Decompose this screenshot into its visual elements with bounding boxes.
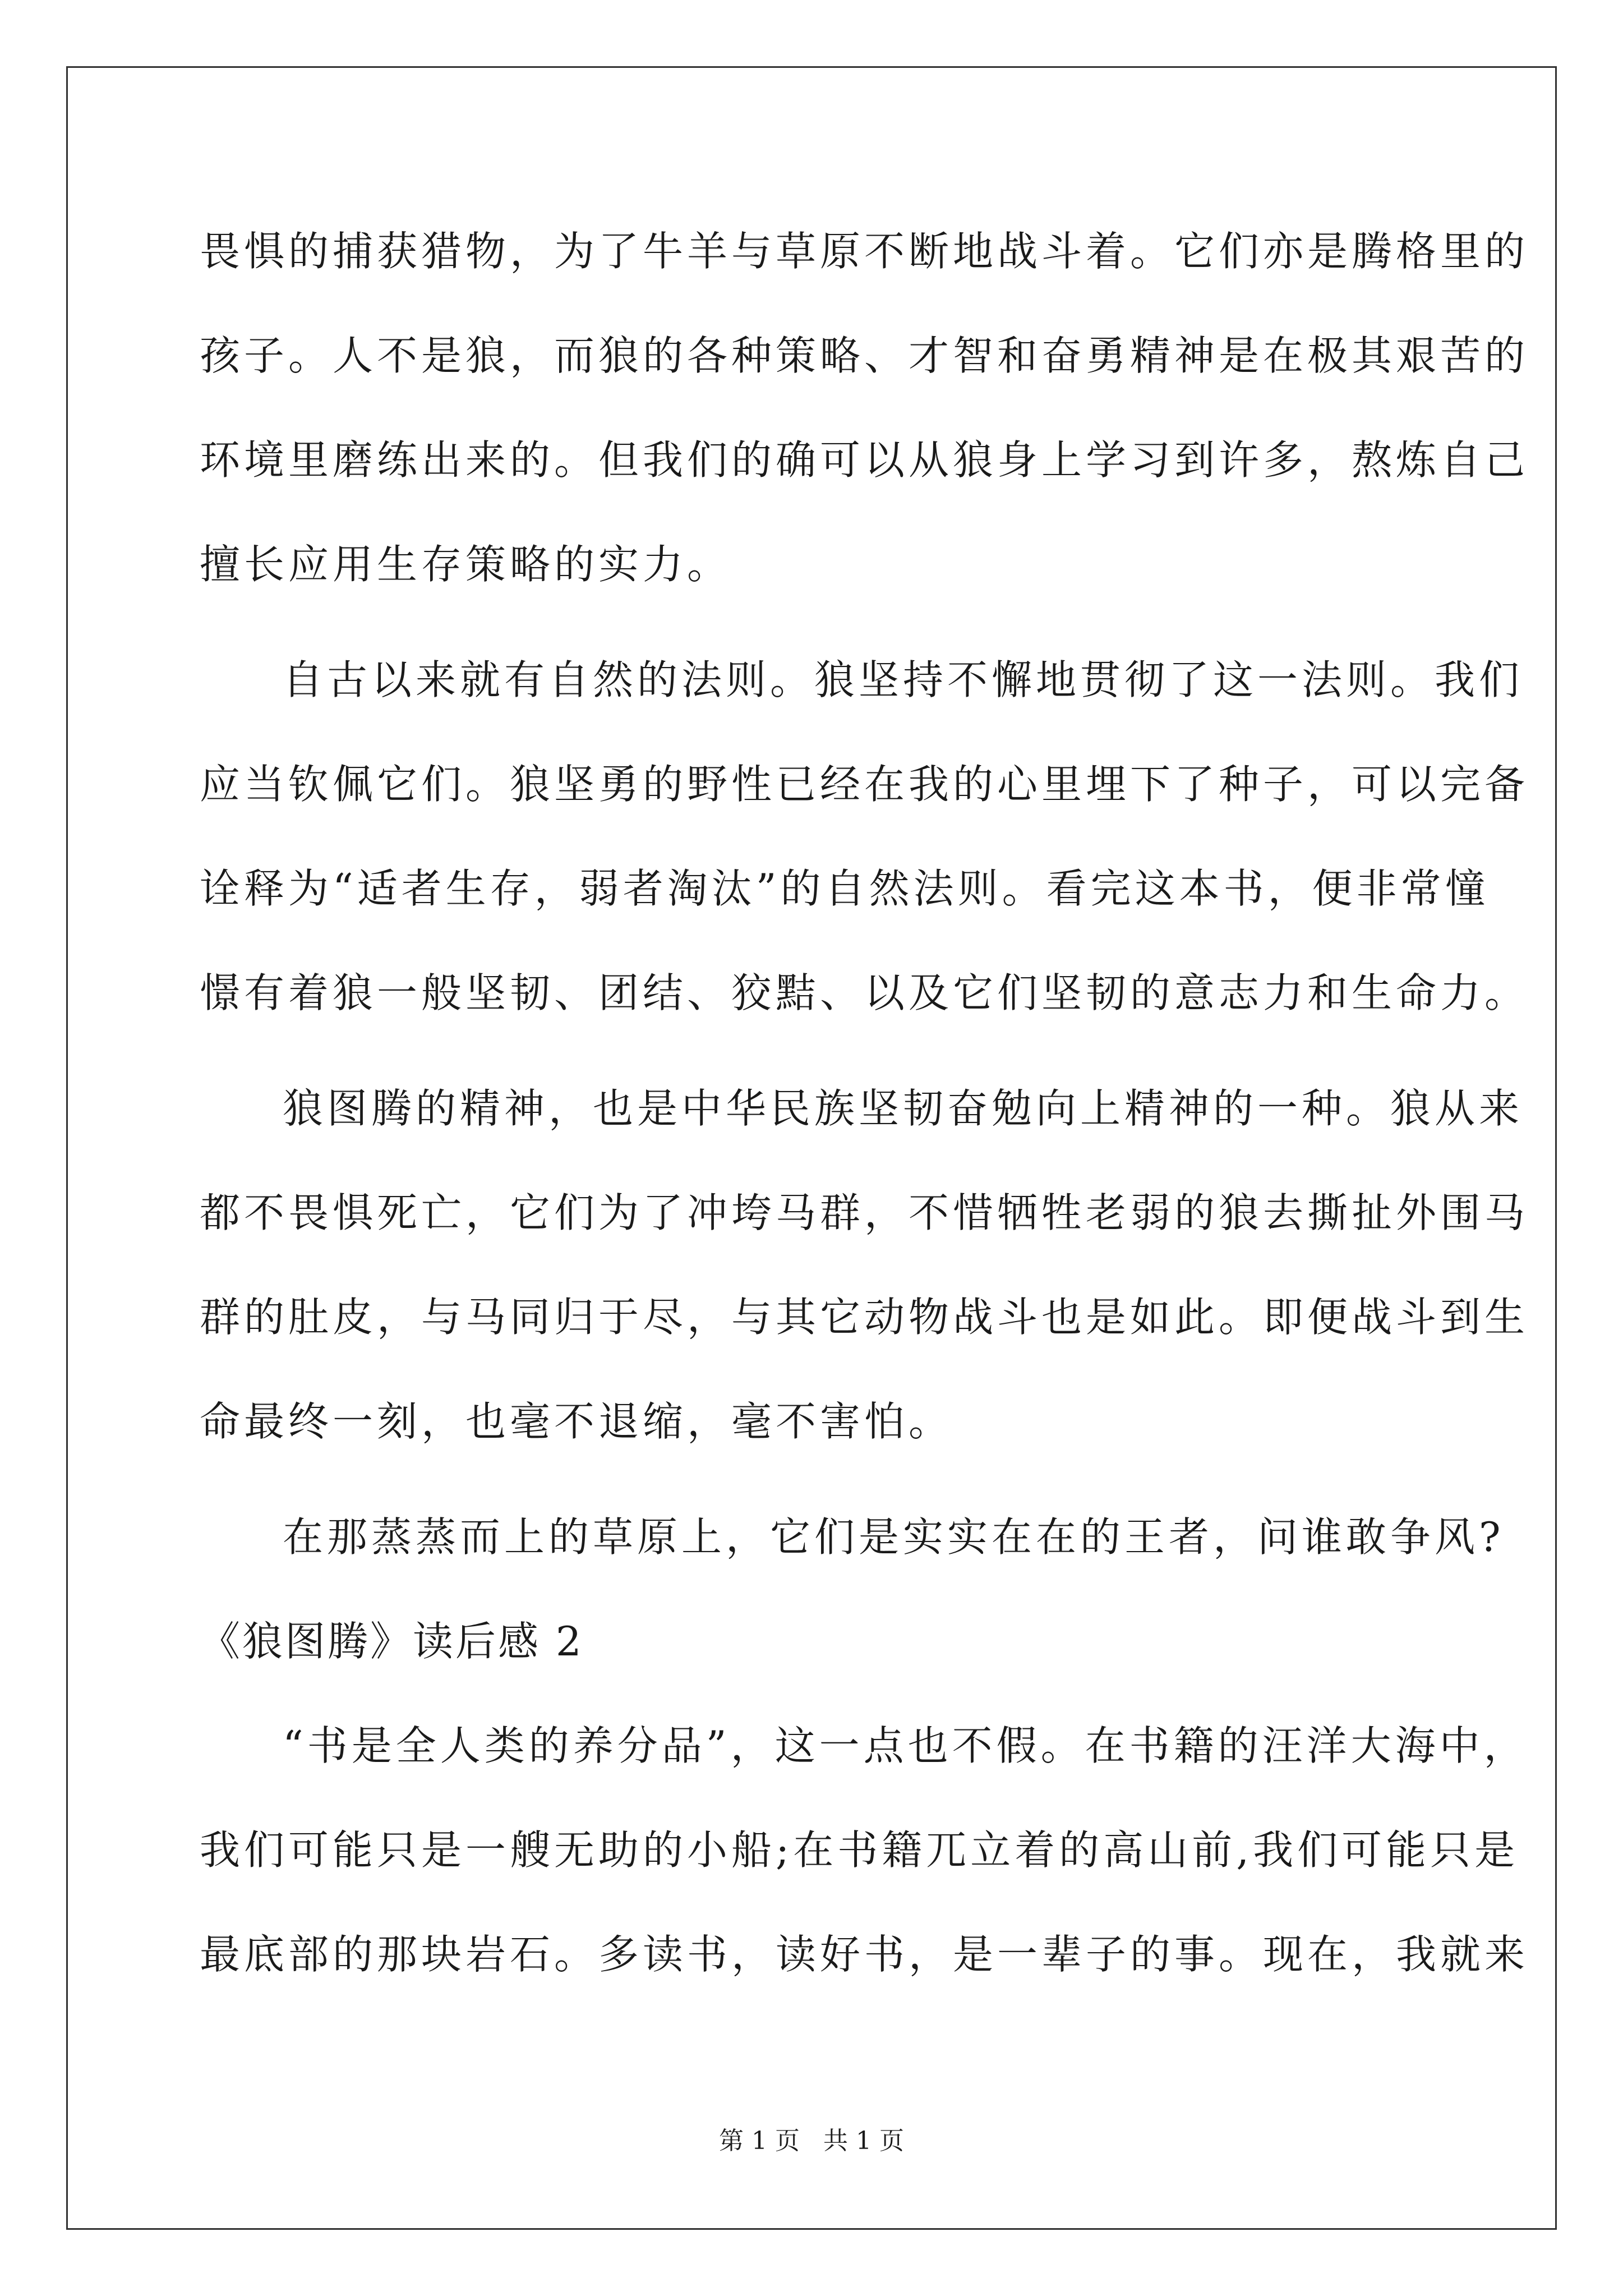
text-line: 我们可能只是一艘无助的小船;在书籍兀立着的高山前,我们可能只是 <box>200 1826 1519 1874</box>
text-line: 群的肚皮，与马同归于尽，与其它动物战斗也是如此。即便战斗到生 <box>200 1294 1529 1341</box>
text-line: 都不畏惧死亡，它们为了冲垮马群，不惜牺牲老弱的狼去撕扯外围马 <box>200 1189 1529 1236</box>
text-line: 环境里磨练出来的。但我们的确可以从狼身上学习到许多，熬炼自己 <box>200 436 1529 484</box>
text-line: 畏惧的捕获猎物，为了牛羊与草原不断地战斗着。它们亦是腾格里的 <box>200 228 1529 275</box>
section-heading: 《狼图腾》读后感 2 <box>200 1618 584 1665</box>
text-line: 憬有着狼一般坚韧、团结、狡黠、以及它们坚韧的意志力和生命力。 <box>200 969 1529 1016</box>
text-line: 命最终一刻，也毫不退缩，毫不害怕。 <box>200 1398 953 1445</box>
text-line: 诠释为“适者生存，弱者淘汰”的自然法则。看完这本书，便非常憧 <box>200 865 1490 912</box>
text-line: 孩子。人不是狼，而狼的各种策略、才智和奋勇精神是在极其艰苦的 <box>200 332 1529 379</box>
page-total: 共 1 页 <box>823 2127 904 2155</box>
page-frame <box>66 66 1557 2230</box>
paragraph-first-line: 自古以来就有自然的法则。狼坚持不懈地贯彻了这一法则。我们 <box>283 656 1524 703</box>
paragraph-first-line: 在那蒸蒸而上的草原上，它们是实实在在的王者，问谁敢争风? <box>283 1513 1505 1561</box>
paragraph-first-line: 狼图腾的精神，也是中华民族坚韧奋勉向上精神的一种。狼从来 <box>283 1085 1524 1132</box>
text-line: 擅长应用生存策略的实力。 <box>200 541 732 588</box>
text-line: 最底部的那块岩石。多读书，读好书，是一辈子的事。现在，我就来 <box>200 1931 1529 1978</box>
page-footer <box>0 2120 1623 2156</box>
text-line: 应当钦佩它们。狼坚勇的野性已经在我的心里埋下了种子，可以完备 <box>200 761 1529 808</box>
paragraph-first-line: “书是全人类的养分品”，这一点也不假。在书籍的汪洋大海中， <box>283 1722 1528 1769</box>
page-number: 第 1 页 <box>719 2127 800 2155</box>
